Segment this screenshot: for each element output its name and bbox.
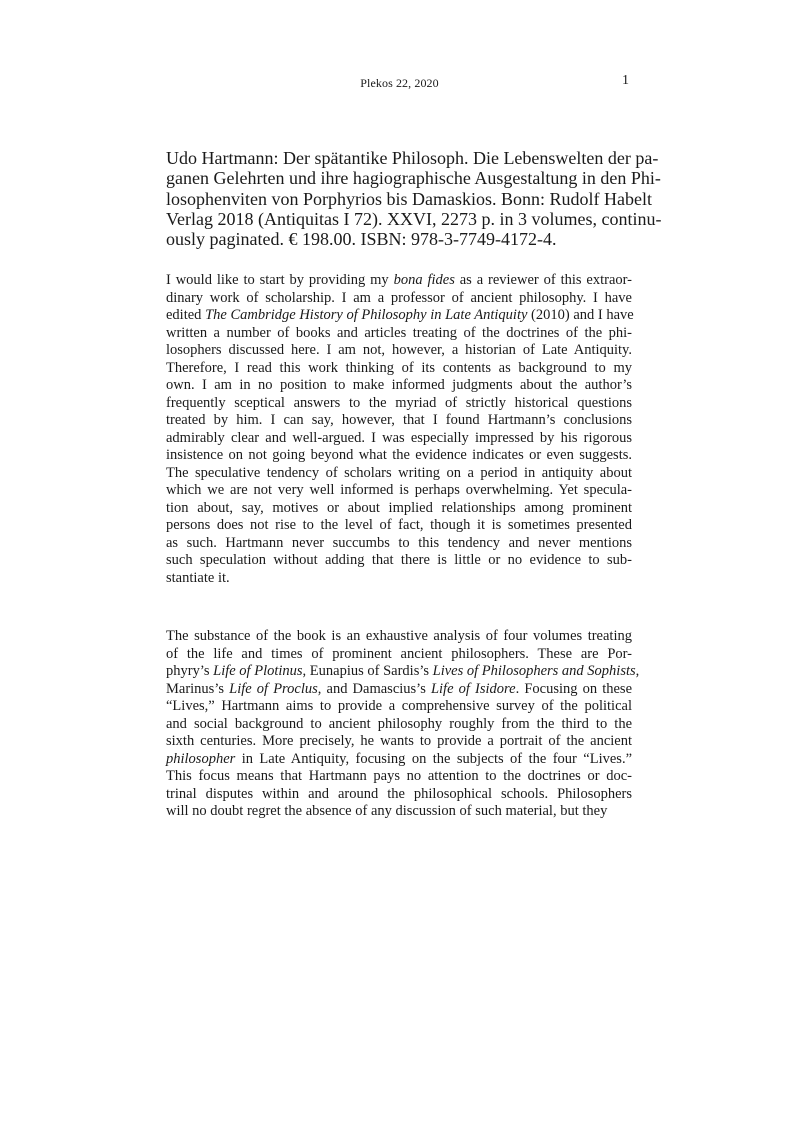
page-number: 1 — [622, 73, 629, 88]
text-line — [166, 716, 632, 734]
text-segment: persons does not rise to the level of fact, though it is sometimes presented — [166, 517, 632, 533]
text-segment: Therefore, I read this work thinking of its contents as background to my — [166, 359, 632, 376]
italic-title: Life of Plotinus — [213, 663, 303, 679]
text-line — [166, 307, 632, 325]
text-line — [166, 208, 662, 229]
text-segment: ously paginated. € 198.00. ISBN: 978-3-7749-4172-4. — [166, 229, 557, 250]
text-segment: , 2273 p. in 3 volumes, continu- — [431, 208, 662, 229]
text-segment: losophers discussed here. I am not, however, a historian of Late Antiquity. — [166, 342, 632, 358]
text-line — [166, 290, 632, 308]
text-line — [166, 786, 632, 804]
text-line — [166, 447, 632, 465]
text-line — [166, 681, 632, 699]
text-segment: “Lives,” Hartmann aims to provide a comprehensive survey of the political — [166, 698, 632, 714]
text-line — [166, 229, 632, 249]
text-line — [166, 570, 632, 588]
text-segment: , and Damascius’s — [317, 680, 431, 697]
running-head: Plekos 22, 2020 — [360, 76, 439, 90]
book-citation — [166, 148, 662, 250]
text-segment: such speculation without adding that there is little or no evidence to sub- — [166, 552, 632, 568]
text-segment: which we are not very well informed is perhaps overwhelming. Yet specula- — [166, 482, 632, 498]
text-segment: ganen Gelehrten und ihre hagiographische Ausgestaltung in den Phi- — [166, 168, 661, 189]
text-segment: The speculative tendency of scholars writing on a period in antiquity about — [166, 464, 632, 481]
text-segment: phyry’s — [166, 663, 214, 679]
text-segment: written a number of books and articles treating of the doctrines of the phi- — [166, 324, 632, 341]
italic-title: The Cambridge History of Philosophy in Late Antiquity — [205, 307, 528, 323]
text-segment: Udo Hartmann: Der spätantike Philosoph. Die Lebenswelten der pa- — [166, 148, 659, 168]
text-line — [166, 482, 632, 500]
italic-title: philosopher — [166, 750, 236, 767]
text-segment: and social background to ancient philosophy roughly from the third to the — [166, 715, 632, 732]
text-segment: losophenviten von Porphyrios bis Damaskios. Bonn: Rudolf Habelt — [166, 188, 652, 209]
text-segment: edited — [166, 307, 206, 323]
text-line — [166, 698, 632, 716]
text-line — [166, 360, 632, 378]
text-line — [166, 552, 632, 570]
text-line — [166, 535, 632, 553]
text-segment: stantiate it. — [166, 569, 230, 586]
text-segment: as a reviewer of this extraor- — [454, 272, 633, 288]
review-paragraph-2 — [166, 628, 640, 821]
text-segment: own. I am in no position to make informed judgments about the author’s — [166, 377, 632, 393]
text-line — [166, 663, 640, 681]
text-line — [166, 325, 632, 343]
text-segment: treated by him. I can say, however, that I found Hartmann’s conclusions — [166, 412, 632, 428]
text-segment: , — [635, 663, 640, 679]
italic-title: bona fides — [393, 272, 455, 288]
text-line — [166, 168, 661, 189]
text-segment: This focus means that Hartmann pays no attention to the doctrines or doc- — [166, 768, 632, 784]
text-segment: of the life and times of prominent ancient philosophers. These are Por- — [166, 645, 632, 662]
review-paragraph-1 — [166, 272, 632, 587]
text-segment: tion about, say, motives or about implied relationships among prominent — [166, 499, 632, 516]
text-line — [166, 412, 632, 430]
text-line — [166, 646, 632, 664]
text-line — [166, 272, 632, 290]
text-segment: insistence on not going beyond what the evidence indicates or even suggests. — [166, 447, 632, 463]
text-segment: Verlag 2018 (Antiquitas I 72). — [166, 208, 387, 229]
text-segment: The substance of the book is an exhaustive analysis of four volumes treating — [166, 628, 632, 644]
italic-title: Life of Proclus — [229, 680, 318, 697]
text-line — [166, 430, 632, 448]
text-line — [166, 395, 632, 413]
text-line — [166, 465, 632, 483]
text-segment: . Focusing on these — [515, 680, 633, 697]
text-segment: in Late Antiquity, focusing on the subjects of the four “Lives.” — [235, 750, 632, 767]
text-segment: (2010) and I have — [527, 307, 634, 323]
italic-title: Lives of Philosophers and Sophists — [432, 663, 636, 679]
text-line — [166, 148, 659, 168]
text-segment: as such. Hartmann never succumbs to this tendency and never mentions — [166, 534, 632, 551]
text-segment: I would like to start by providing my — [166, 272, 394, 288]
text-line — [166, 188, 652, 209]
text-line — [166, 803, 632, 821]
text-segment: admirably clear and well-argued. I was especially impressed by his rigorous — [166, 429, 632, 446]
text-line — [166, 733, 632, 751]
text-line — [166, 342, 632, 360]
text-segment: Marinus’s — [166, 680, 230, 697]
text-line — [166, 517, 632, 535]
text-line — [166, 377, 632, 395]
text-segment: dinary work of scholarship. I am a professor of ancient philosophy. I have — [166, 289, 632, 306]
text-segment: , Eunapius of Sardis’s — [302, 663, 433, 679]
text-line — [166, 628, 632, 646]
text-line — [166, 768, 632, 786]
text-line — [166, 751, 632, 769]
italic-title: Life of Isidore — [430, 680, 516, 697]
text-segment: will no doubt regret the absence of any discussion of such material, but they — [166, 803, 608, 819]
text-segment: trinal disputes within and around the philosophical schools. Philosophers — [166, 785, 632, 802]
text-line — [166, 500, 632, 518]
text-segment: sixth centuries. More precisely, he wants to provide a portrait of the ancient — [166, 733, 632, 749]
text-segment: frequently sceptical answers to the myriad of strictly historical questions — [166, 394, 632, 411]
small-caps-text: XXVI — [386, 208, 432, 229]
